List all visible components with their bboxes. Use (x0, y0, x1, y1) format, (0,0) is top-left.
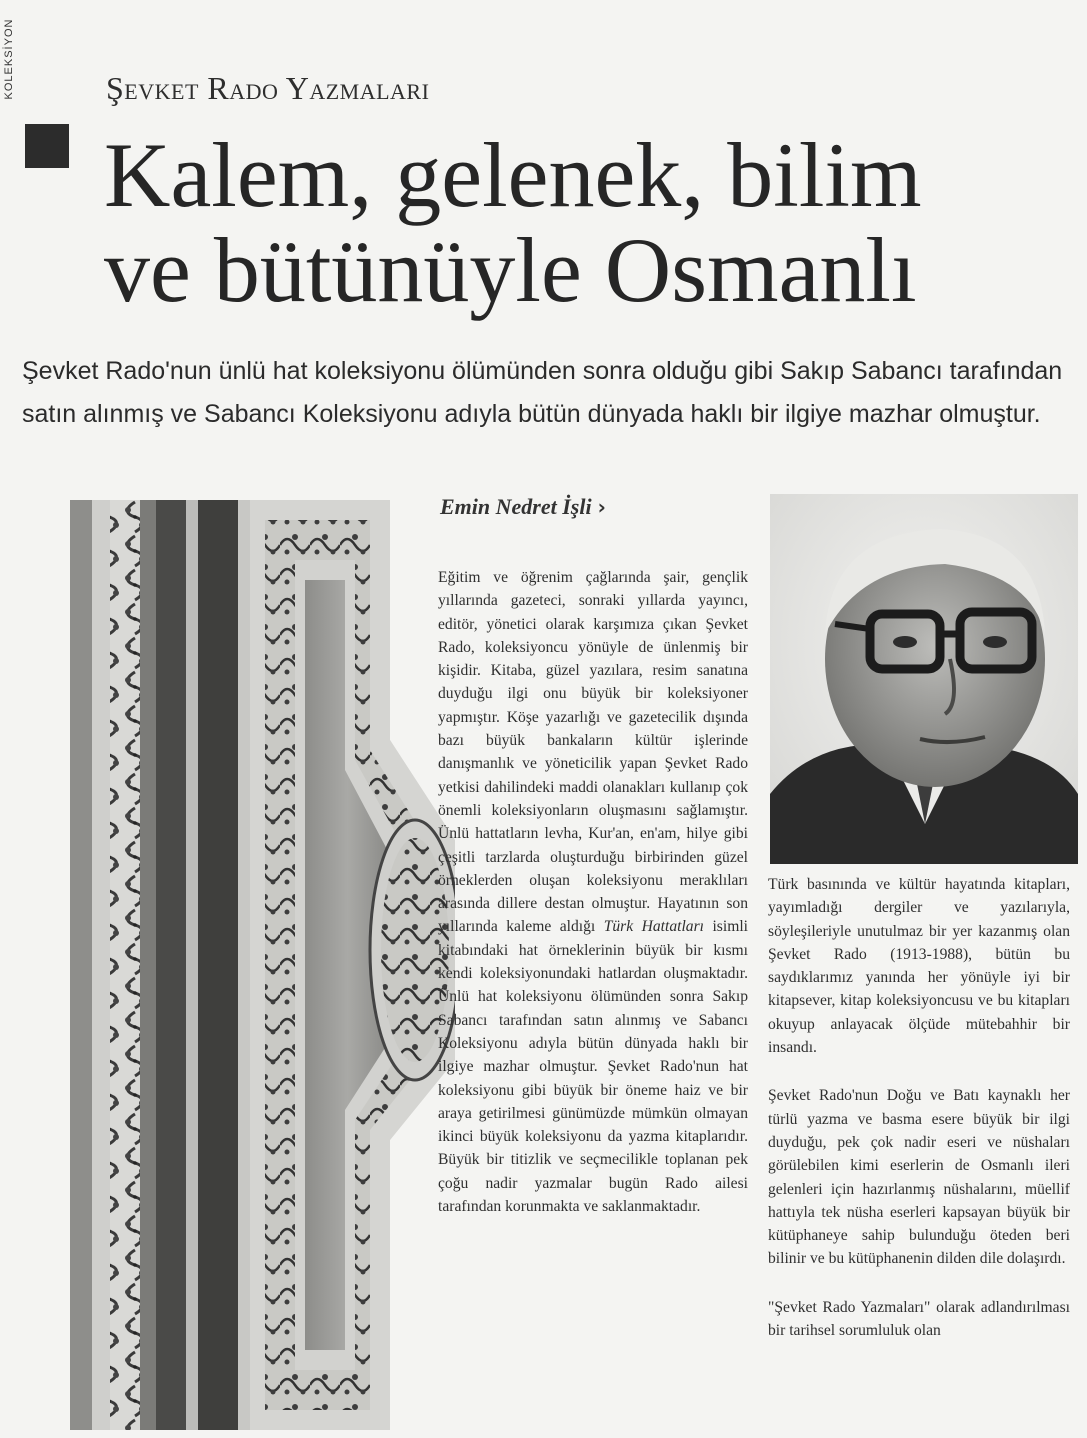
body-paragraph: Türk basınında ve kültür hayatında kitapları, yayımladığı dergiler ve yazılarıyla, söyleşileriyle unutulmaz bir yer kazanmış olan Şevket Rado (1913-1988), bütün bu saydıklarımız yanında her yönüyle iyi bir kitapsever, kitap koleksiyoncusu ve bu kitapları okuyup anlayacak ölçüde mütebahhir bir insandı. (768, 876, 1070, 1057)
byline (440, 494, 606, 520)
body-paragraph: "Şevket Rado Yazmaları" olarak adlandırılması bir tarihsel sorumluluk olan (768, 1298, 1070, 1340)
body-text: Eğitim ve öğrenim çağlarında şair, gençlik yıllarında gazeteci, sonraki yıllarda yayıncı, editör, yönetici olarak karşımıza çıkan Şevket Rado, koleksiyoncu yönüyle de ünlenmiş bir kişidir. Kitaba, güzel yazılara, resim sanatına duyduğu ilgi onu büyük bir koleksiyoner yapmıştır. Köşe yazarlığı ve gazetecilik dışında bazı büyük bankaların kültür işlerinde danışmanlık ve yöneticilik yapan Şevket Rado yetkisi dahilindeki maddi olanakları kullanıp çok önemli koleksiyonların oluşmasını sağlamıştır. Ünlü hattatların levha, Kur'an, en'am, hilye gibi çeşitli tarzlarda oluşturduğu birbirinden güzel örneklerden oluşan koleksiyonu meraklıları arasında dillere destan olmuştur. Hayatının son yıllarında kaleme aldığı (438, 569, 748, 936)
kicker: Şevket Rado Yazmaları (106, 70, 430, 106)
body-paragraph: Şevket Rado'nun Doğu ve Batı kaynaklı her türlü yazma ve basma esere büyük bir ilgi duyduğu, pek çok nadir eseri ve nüshaları görülebilen kimi eserlerin de Osmanlı ileri gelenleri için hazırlanmış nüshalarını, müellif hattıyla tek nüsha eserleri kapsayan büyük bir kütüphaneye sahip bulunduğu öteden beri bilinir ve bu kütüphanenin dilden dile dolaşırdı. (768, 1087, 1070, 1268)
headline-line-1: Kalem, gelenek, bilim (104, 124, 922, 226)
portrait-photo (770, 494, 1078, 864)
body-text: isimli kitabındaki hat örneklerinin büyük bir kısmı kendi koleksiyonundaki hatlardan oluşmaktadır. Ünlü hat koleksiyonu ölümünden sonra Sakıp Sabancı tarafından satın alınmış ve Sabancı Koleksiyonu adıyla bütün dünyada haklı bir ilgiye mazhar olmuştur. Şevket Rado'nun hat koleksiyonu gibi büyük bir öneme haiz ve bir araya getirilmesi günümüzde mümkün olmayan ikinci büyük koleksiyonu da yazma kitaplarıdır. Büyük bir titizlik ve seçmecilikle toplanan pek çoğu nadir yazmalar bugün Rado ailesi tarafından korunmakta ve saklanmaktadır. (438, 918, 748, 1216)
body-column-middle (438, 566, 748, 1218)
section-label: KOLEKSİYON (3, 18, 15, 100)
body-column-right (768, 873, 1070, 1367)
section-marker-square (25, 124, 69, 168)
chevron-right-icon: › (597, 495, 606, 519)
book-title: Türk Hattatları (603, 918, 704, 936)
manuscript-binding-photo (70, 500, 455, 1430)
byline-author: Emin Nedret İşli (440, 494, 592, 519)
body-paragraph (438, 566, 748, 1218)
lede: Şevket Rado'nun ünlü hat koleksiyonu ölümünden sonra olduğu gibi Sakıp Sabancı tarafından satın alınmış ve Sabancı Koleksiyonu adıyla bütün dünyada haklı bir ilgiye mazhar olmuştur. (22, 357, 1063, 428)
headline-line-2: ve bütünüyle Osmanlı (104, 219, 917, 321)
headline (104, 124, 1064, 321)
